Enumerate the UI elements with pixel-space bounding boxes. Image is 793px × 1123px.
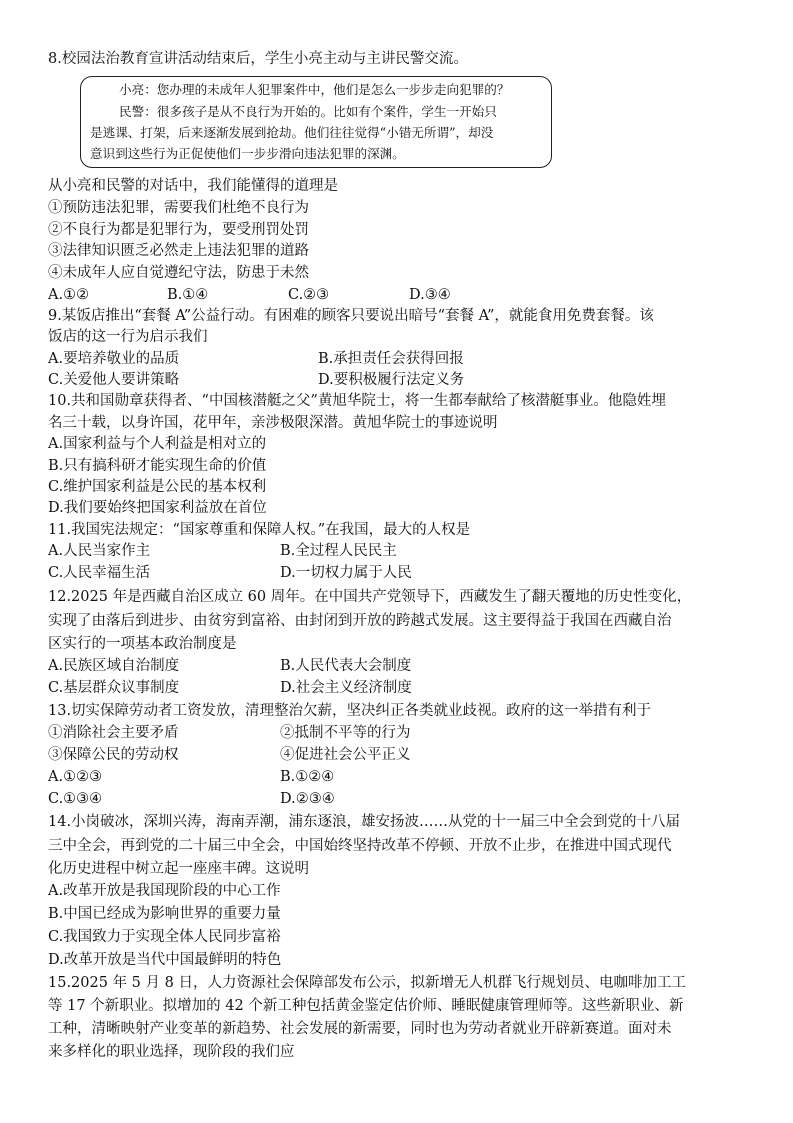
q12-stem: 区实行的一项基本政治制度是 — [48, 636, 237, 652]
q13-option-c: C.①③④ — [48, 791, 103, 807]
q10-stem: 10.共和国勋章获得者、“中国核潜艇之父”黄旭华院士，将一生都奉献给了核潜艇事业。他隐姓埋 — [48, 393, 666, 409]
q15-stem: 来多样化的职业选择，现阶段的我们应 — [48, 1044, 295, 1060]
q14-option-d: D.改革开放是当代中国最鲜明的特色 — [48, 952, 282, 968]
q12-option-b: B.人民代表大会制度 — [280, 658, 412, 674]
q11-option-d: D.一切权力属于人民 — [280, 565, 412, 581]
q9-option-b: B.承担责任会获得回报 — [318, 351, 464, 367]
q9-stem: 饭店的这一行为启示我们 — [48, 329, 208, 345]
q8-dialog-line: 意识到这些行为正促使他们一步步滑向违法犯罪的深渊。 — [90, 146, 405, 161]
q8-item: ④未成年人应自觉遵纪守法，防患于未然 — [48, 265, 309, 281]
q8-option-d: D.③④ — [409, 287, 451, 303]
q14-option-a: A.改革开放是我国现阶段的中心工作 — [48, 883, 281, 899]
q14-option-c: C.我国致力于实现全体人民同步富裕 — [48, 929, 281, 945]
q9-option-d: D.要积极履行法定义务 — [318, 372, 465, 388]
q9-option-a: A.要培养敬业的品质 — [48, 351, 180, 367]
q8-stem: 8.校园法治教育宣讲活动结束后，学生小亮主动与主讲民警交流。 — [48, 51, 468, 67]
q8-item: ②不良行为都是犯罪行为，要受刑罚处罚 — [48, 222, 309, 238]
q10-stem: 名三十载，以身许国，花甲年，亲涉极限深潜。黄旭华院士的事迹说明 — [48, 415, 498, 431]
q10-option-a: A.国家利益与个人利益是相对立的 — [48, 436, 267, 452]
q14-stem: 化历史进程中树立起一座座丰碑。这说明 — [48, 861, 309, 877]
q11-option-c: C.人民幸福生活 — [48, 565, 151, 581]
q12-option-d: D.社会主义经济制度 — [280, 680, 412, 696]
q13-item: ①消除社会主要矛盾 — [48, 725, 179, 741]
q8-dialog-line: 小亮：您办理的未成年人犯罪案件中，他们是怎么一步步走向犯罪的？ — [119, 82, 510, 97]
q12-option-a: A.民族区域自治制度 — [48, 658, 180, 674]
q10-option-d: D.我们要始终把国家利益放在首位 — [48, 500, 267, 516]
q15-stem: 15.2025 年 5 月 8 日，人力资源社会保障部发布公示，拟新增无人机群飞行规划员、电咖啡加工工 — [48, 975, 686, 991]
q8-dialog-box — [80, 76, 552, 168]
q12-stem: 实现了由落后到进步、由贫穷到富裕、由封闭到开放的跨越式发展。这主要得益于我国在西藏自治 — [48, 613, 672, 629]
q9-option-c: C.关爱他人要讲策略 — [48, 372, 180, 388]
q8-option-b: B.①④ — [167, 287, 209, 303]
q13-stem: 13.切实保障劳动者工资发放，清理整治欠薪，坚决纠正各类就业歧视。政府的这一举措有利于 — [48, 703, 652, 719]
q8-dialog-line: 民警：很多孩子是从不良行为开始的。比如有个案件，学生一开始只 — [119, 104, 497, 119]
q13-option-a: A.①②③ — [48, 769, 103, 785]
q10-option-b: B.只有搞科研才能实现生命的价值 — [48, 458, 267, 474]
q8-dialog-line: 是逃课、打架，后来逐渐发展到抢劫。他们往往觉得“小错无所谓”，却没 — [90, 125, 494, 140]
q13-item: ④促进社会公平正义 — [280, 747, 411, 763]
q14-stem: 三中全会，再到党的二十届三中全会，中国始终坚持改革不停顿、开放不止步，在推进中国式现代 — [48, 838, 672, 854]
q13-item: ②抵制不平等的行为 — [280, 725, 411, 741]
q14-option-b: B.中国已经成为影响世界的重要力量 — [48, 906, 281, 922]
q8-item: ①预防违法犯罪，需要我们杜绝不良行为 — [48, 200, 309, 216]
q14-stem: 14.小岗破冰，深圳兴涛，海南弄潮，浦东逐浪，雄安扬波……从党的十一届三中全会到党的十八届 — [48, 814, 681, 830]
q12-option-c: C.基层群众议事制度 — [48, 680, 180, 696]
q13-option-b: B.①②④ — [280, 769, 335, 785]
q15-stem: 等 17 个新职业。拟增加的 42 个新工种包括黄金鉴定估价师、睡眠健康管理师等。这些新职业、新 — [48, 998, 684, 1014]
q8-question: 从小亮和民警的对话中，我们能懂得的道理是 — [48, 178, 338, 194]
q9-stem: 9.某饭店推出“套餐 A”公益行动。有困难的顾客只要说出暗号“套餐 A”，就能食用免费套餐。该 — [48, 308, 654, 324]
q15-stem: 工种，清晰映射产业变革的新趋势、社会发展的新需要，同时也为劳动者就业开辟新赛道。面对未 — [48, 1021, 672, 1037]
q13-item: ③保障公民的劳动权 — [48, 747, 179, 763]
q13-option-d: D.②③④ — [280, 791, 335, 807]
q8-option-a: A.①② — [48, 287, 90, 303]
q10-option-c: C.维护国家利益是公民的基本权利 — [48, 479, 267, 495]
q12-stem: 12.2025 年是西藏自治区成立 60 周年。在中国共产党领导下，西藏发生了翻天覆地的历史性变化， — [48, 589, 692, 605]
q8-item: ③法律知识匮乏必然走上违法犯罪的道路 — [48, 243, 309, 259]
q8-option-c: C.②③ — [288, 287, 330, 303]
q11-stem: 11.我国宪法规定：“国家尊重和保障人权。”在我国，最大的人权是 — [48, 522, 471, 538]
q11-option-b: B.全过程人民民主 — [280, 543, 397, 559]
q11-option-a: A.人民当家作主 — [48, 543, 151, 559]
